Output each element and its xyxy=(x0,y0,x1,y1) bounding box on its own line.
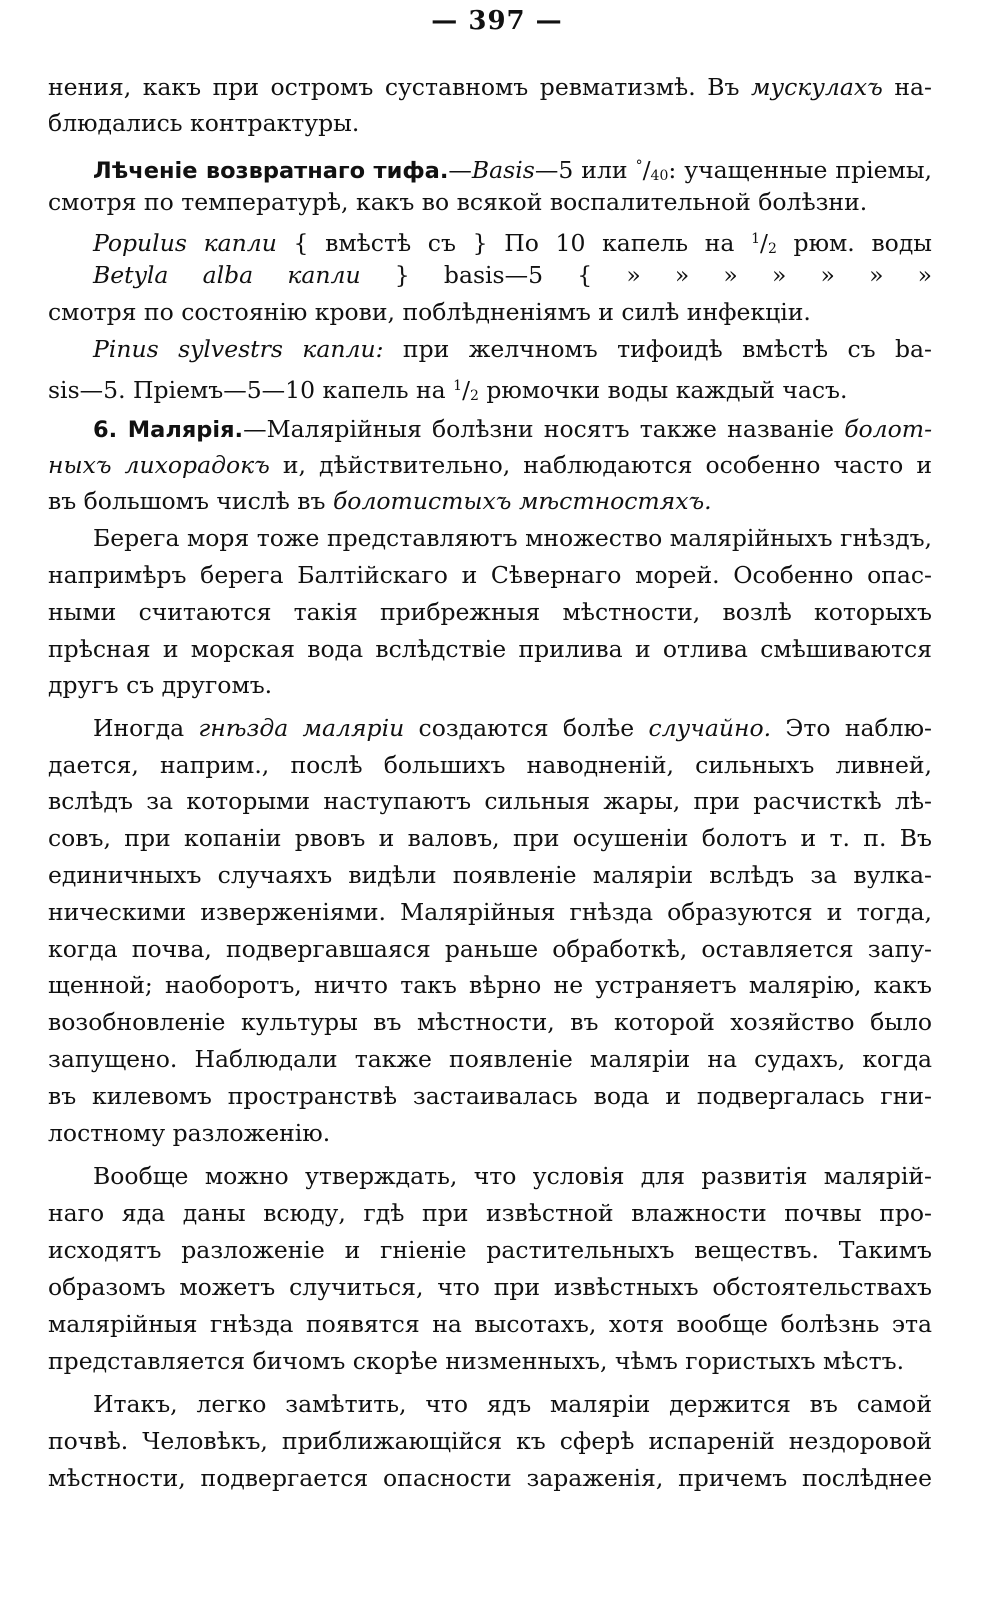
fraction-denominator: 40 xyxy=(650,168,669,184)
fraction-numerator: 1 xyxy=(751,231,761,247)
text-run: блюдались контрактуры. xyxy=(48,109,360,137)
text-run: { вмѣстѣ съ } По 10 капель на xyxy=(276,229,752,257)
text-line xyxy=(48,1307,932,1341)
text-run: ническими изверженіями. Малярійныя гнѣзда образуются и тогда, xyxy=(48,898,932,926)
text-run: на- xyxy=(882,73,932,101)
text-run: мѣстности, подвергается опасности зараженія, причемъ послѣднее xyxy=(48,1464,932,1492)
text-line xyxy=(48,1042,932,1076)
italic-term: ныхъ лихорадокъ xyxy=(48,451,270,479)
text-line xyxy=(93,711,932,745)
text-run: Это наблю- xyxy=(771,714,932,742)
text-line xyxy=(48,668,932,702)
text-line xyxy=(93,412,932,446)
text-line xyxy=(48,70,932,104)
text-run: смотря по температурѣ, какъ во всякой воспалительной болѣзни. xyxy=(48,188,868,216)
text-line xyxy=(48,595,932,629)
text-run: —5 или xyxy=(534,156,636,184)
text-line xyxy=(48,1461,932,1495)
text-line xyxy=(48,632,932,666)
text-line xyxy=(48,484,932,518)
text-run: рюм. воды xyxy=(776,229,932,257)
section-heading: 6. Малярія. xyxy=(93,417,244,443)
text-run: возобновленіе культуры въ мѣстности, въ которой хозяйство было xyxy=(48,1008,932,1036)
text-run: когда почва, подвергавшаяся раньше обработкѣ, оставляется запу- xyxy=(48,935,932,963)
text-line xyxy=(48,185,932,219)
text-line xyxy=(48,968,932,1002)
text-line xyxy=(48,821,932,855)
text-run: образомъ можетъ случиться, что при извѣстныхъ обстоятельствахъ xyxy=(48,1273,932,1301)
text-run: лостному разложенію. xyxy=(48,1119,331,1147)
text-run: другъ съ другомъ. xyxy=(48,671,273,699)
text-line xyxy=(48,1344,932,1378)
text-line xyxy=(48,558,932,592)
italic-term: Betyla alba капли xyxy=(93,261,361,289)
fraction: °/40 xyxy=(635,156,669,184)
text-line xyxy=(48,448,932,482)
page-number: — 397 — xyxy=(431,6,563,36)
italic-term: болот- xyxy=(844,415,933,443)
text-line xyxy=(93,149,932,183)
text-line xyxy=(48,858,932,892)
section-heading: Лѣченіе возвратнаго тифа. xyxy=(93,158,449,184)
text-run: въ большомъ числѣ въ xyxy=(48,487,333,515)
text-line xyxy=(48,1270,932,1304)
text-run: Вообще можно утверждать, что условія для развитія малярій- xyxy=(93,1162,932,1190)
text-run: — xyxy=(448,156,472,184)
italic-term: болотистыхъ мѣстностяхъ. xyxy=(332,487,712,515)
italic-term: Pinus sylvestrs капли: xyxy=(93,335,384,363)
text-line xyxy=(93,332,932,366)
text-run: въ килевомъ пространствѣ застаивалась вода и подвергалась гни- xyxy=(48,1082,932,1110)
text-run: ными считаются такія прибрежныя мѣстности, возлѣ которыхъ xyxy=(48,598,932,626)
italic-term: случайно. xyxy=(648,714,772,742)
text-run: щенной; наоборотъ, ничто такъ вѣрно не устраняетъ малярію, какъ xyxy=(48,971,932,999)
text-line xyxy=(48,106,932,140)
text-run: } basis—5 { » » » » » » » xyxy=(360,261,932,289)
text-run: рюмочки воды каждый часъ. xyxy=(478,376,848,404)
text-line xyxy=(48,748,932,782)
text-run: совъ, при копаніи рвовъ и валовъ, при осушеніи болотъ и т. п. Въ xyxy=(48,824,932,852)
text-run: наго яда даны всюду, гдѣ при извѣстной влажности почвы про- xyxy=(48,1199,932,1227)
fraction: $^1$/2 xyxy=(453,376,479,404)
text-run: : учащенные пріемы, xyxy=(668,156,932,184)
text-run: Итакъ, легко замѣтить, что ядъ маляріи держится въ самой xyxy=(93,1390,932,1418)
text-line xyxy=(48,1424,932,1458)
italic-term: Populus капли xyxy=(93,229,277,257)
text-run: —Малярійныя болѣзни носятъ также названіе xyxy=(243,415,845,443)
text-line xyxy=(93,521,932,555)
fraction-numerator: ° xyxy=(635,158,643,174)
text-line xyxy=(93,258,932,292)
text-line xyxy=(48,895,932,929)
text-run: и, дѣйствительно, наблюдаются особенно часто и xyxy=(269,451,932,479)
text-line xyxy=(93,222,932,256)
text-run: единичныхъ случаяхъ видѣли появленіе маляріи вслѣдъ за вулка- xyxy=(48,861,932,889)
text-line xyxy=(48,1005,932,1039)
text-line xyxy=(48,1079,932,1113)
text-line xyxy=(48,369,932,403)
text-line xyxy=(48,784,932,818)
text-run: создаются болѣе xyxy=(404,714,649,742)
text-run: вслѣдъ за которыми наступаютъ сильныя жары, при расчисткѣ лѣ- xyxy=(48,787,932,815)
text-run: малярійныя гнѣзда появятся на высотахъ, хотя вообще болѣзнь эта xyxy=(48,1310,932,1338)
italic-term: гнѣзда маляріи xyxy=(198,714,405,742)
italic-term: Basis xyxy=(471,156,535,184)
text-run: почвѣ. Человѣкъ, приближающійся къ сферѣ испареній нездоровой xyxy=(48,1427,932,1455)
text-run: при желчномъ тифоидѣ вмѣстѣ съ ba- xyxy=(383,335,933,363)
fraction: $^1$/2 xyxy=(751,229,777,257)
text-line xyxy=(93,1159,932,1193)
text-run: sis—5. Пріемъ—5—10 капель на xyxy=(48,376,454,404)
text-run: нения, какъ при остромъ суставномъ ревматизмѣ. Въ xyxy=(48,73,751,101)
text-run: представляется бичомъ скорѣе низменныхъ, чѣмъ гористыхъ мѣстъ. xyxy=(48,1347,905,1375)
text-run: смотря по состоянію крови, поблѣдненіямъ и силѣ инфекціи. xyxy=(48,298,811,326)
text-line xyxy=(48,1233,932,1267)
text-run: Берега моря тоже представляютъ множество малярійныхъ гнѣздъ, xyxy=(93,524,932,552)
italic-term: мускулахъ xyxy=(750,73,883,101)
text-run: запущено. Наблюдали также появленіе маляріи на судахъ, когда xyxy=(48,1045,932,1073)
fraction-denominator: 2 xyxy=(470,388,479,404)
text-line xyxy=(48,1116,932,1150)
text-run: исходятъ разложеніе и гніеніе растительныхъ веществъ. Такимъ xyxy=(48,1236,932,1264)
text-run: дается, наприм., послѣ большихъ наводненій, сильныхъ ливней, xyxy=(48,751,932,779)
text-line xyxy=(48,1196,932,1230)
text-line xyxy=(48,932,932,966)
text-line xyxy=(93,1387,932,1421)
text-line xyxy=(48,295,932,329)
text-run: Иногда xyxy=(93,714,199,742)
fraction-denominator: 2 xyxy=(767,241,777,257)
fraction-numerator: 1 xyxy=(453,378,463,394)
text-run: напримѣръ берега Балтійскаго и Сѣвернаго морей. Особенно опас- xyxy=(48,561,932,589)
text-run: прѣсная и морская вода вслѣдствіе прилива и отлива смѣшиваются xyxy=(48,635,932,663)
